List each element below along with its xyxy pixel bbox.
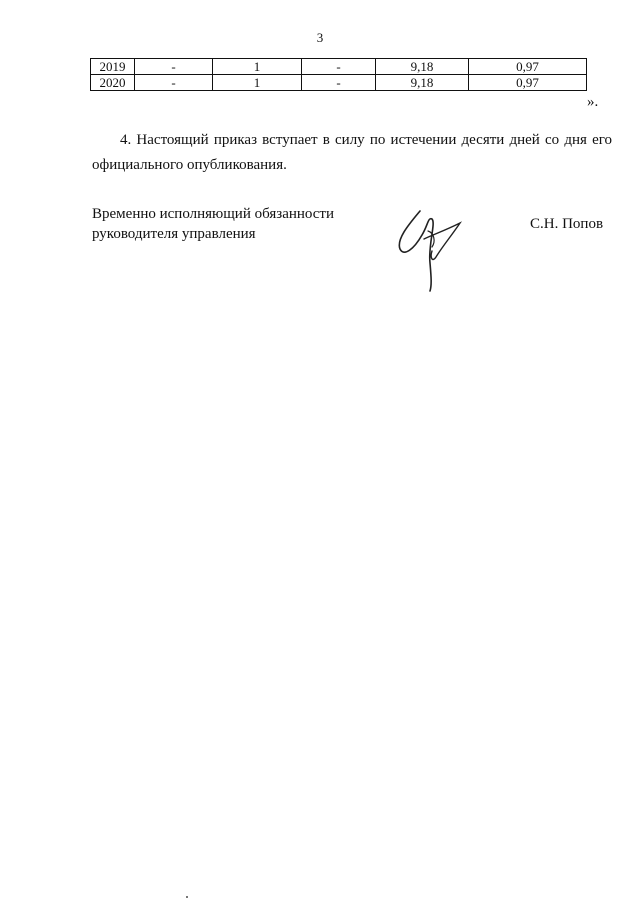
table-cell: 2020: [91, 75, 135, 91]
page-number: 3: [316, 30, 324, 45]
table-cell: -: [135, 75, 213, 91]
paragraph-item-4: 4. Настоящий приказ вступает в силу по истечении десяти дней со дня его официального опубликования.: [92, 132, 612, 173]
table-row: [91, 75, 587, 91]
table-cell: 0,97: [469, 75, 587, 91]
table-cell: 0,97: [469, 59, 587, 75]
signer-position-line: руководителя управления: [92, 226, 256, 242]
table-cell: -: [135, 59, 213, 75]
tariff-table: [90, 58, 587, 91]
signer-position: [92, 204, 334, 244]
table-cell: 1: [213, 59, 302, 75]
table-cell: -: [302, 75, 376, 91]
signer-position-line: Временно исполняющий обязанности: [92, 206, 335, 222]
table-cell: -: [302, 59, 376, 75]
table-cell: 1: [213, 75, 302, 91]
table-row: [91, 59, 587, 75]
scan-dot: [186, 896, 188, 898]
table-cell: 9,18: [376, 75, 469, 91]
handwritten-signature: [388, 205, 478, 295]
table-cell: 2019: [91, 59, 135, 75]
closing-quote: ».: [587, 94, 599, 110]
signer-name: С.Н. Попов: [530, 216, 604, 232]
table-cell: 9,18: [376, 59, 469, 75]
